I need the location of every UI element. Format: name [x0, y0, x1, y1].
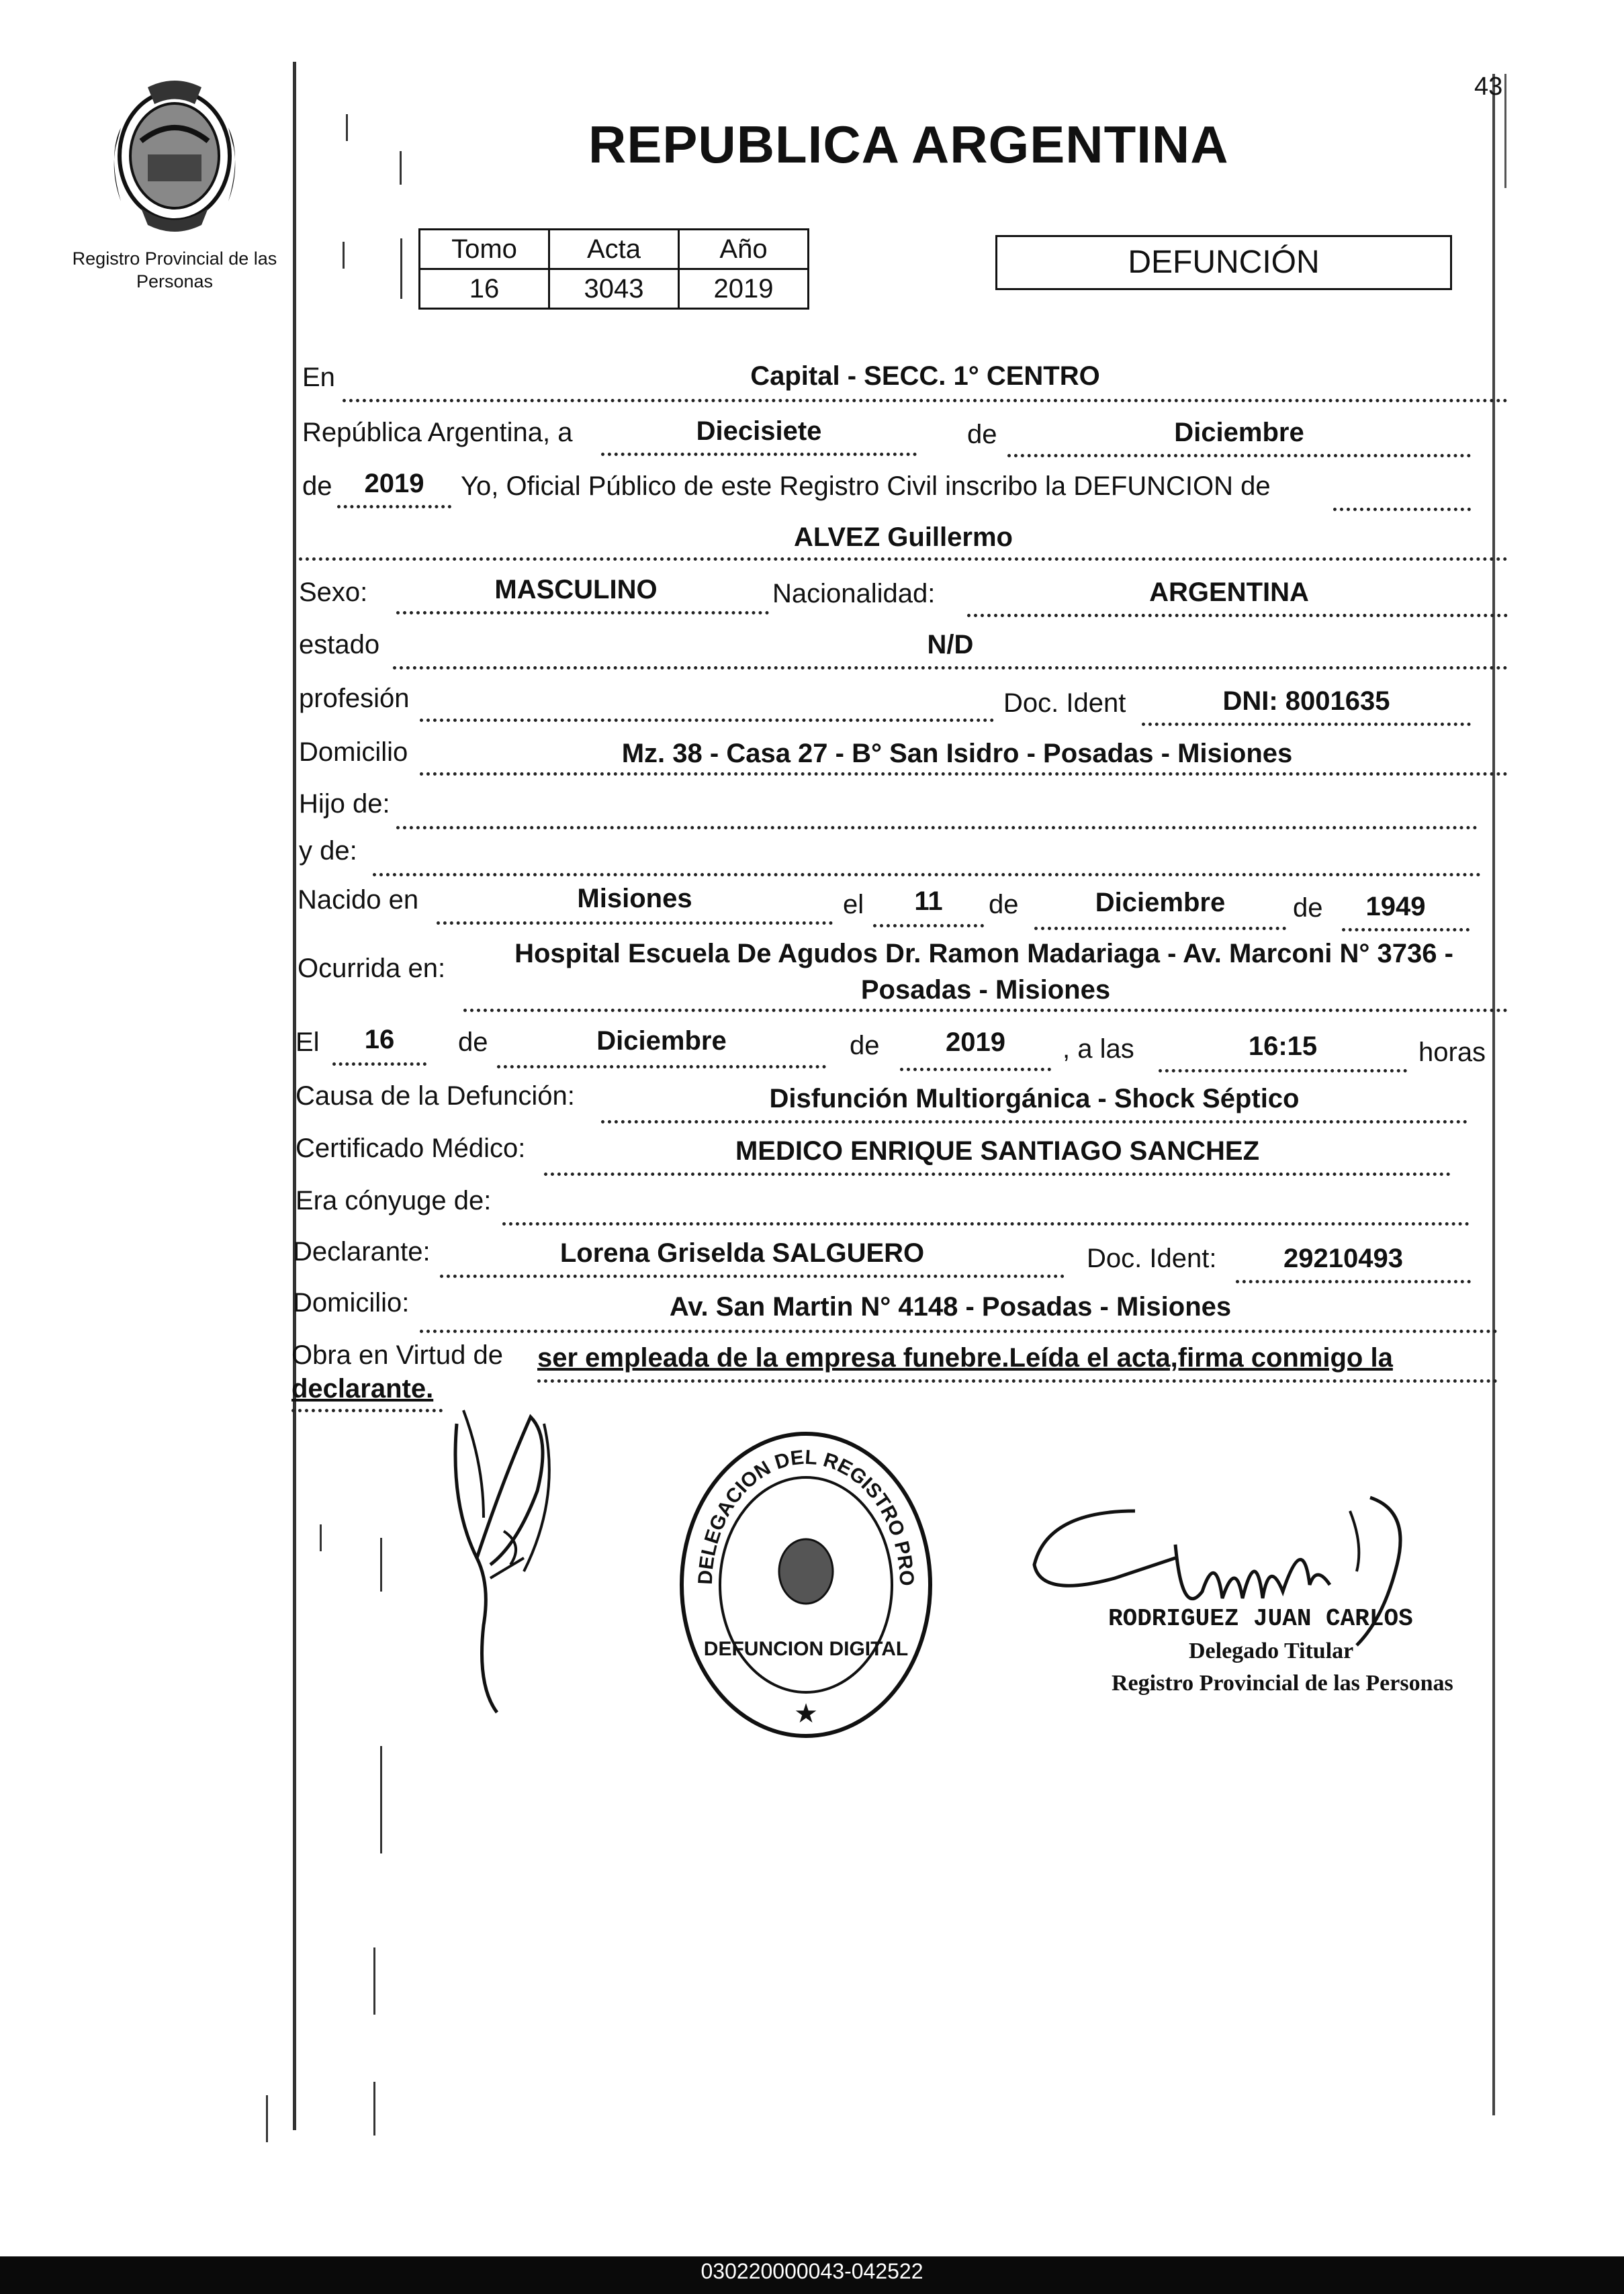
profesion-line [420, 719, 994, 722]
certificado-label: Certificado Médico: [296, 1134, 526, 1163]
nacionalidad-label: Nacionalidad: [772, 579, 936, 608]
causa-line [601, 1120, 1468, 1123]
death-year-line [900, 1068, 1051, 1071]
scan-mark [346, 114, 348, 141]
domicilio-line [420, 772, 1508, 776]
obra-label: Obra en Virtud de [291, 1340, 504, 1370]
birth-year-line [1342, 928, 1470, 931]
ocurrida-label: Ocurrida en: [298, 954, 446, 983]
el-label: el [843, 890, 864, 919]
el-label: El [296, 1027, 320, 1057]
svg-text:★: ★ [794, 1698, 818, 1729]
scan-mark [320, 1524, 322, 1551]
table-header-acta: Acta [549, 230, 679, 269]
conyuge-label: Era cónyuge de: [296, 1186, 492, 1215]
birth-day-line [873, 924, 984, 927]
document-type-box: DEFUNCIÓN [995, 235, 1452, 290]
hijo-line [396, 826, 1478, 829]
de-label: de [850, 1031, 880, 1060]
official-signature [1021, 1484, 1437, 1659]
de-label: de [967, 420, 997, 449]
conyuge-line [502, 1222, 1470, 1226]
death-day-value: 16 [364, 1025, 395, 1054]
nacionalidad-value: ARGENTINA [1149, 578, 1309, 607]
ocurrida-line [463, 1009, 1508, 1012]
death-time-value: 16:15 [1248, 1031, 1318, 1061]
table-value-tomo: 16 [420, 269, 549, 309]
decl-doc-value: 29210493 [1283, 1244, 1403, 1273]
scan-mark [373, 2082, 375, 2136]
death-month-line [497, 1065, 826, 1068]
a-las-label: , a las [1063, 1034, 1134, 1064]
deceased-name: ALVEZ Guillermo [794, 522, 1013, 552]
decl-doc-line [1236, 1280, 1471, 1283]
stamp-outer-text: DELEGACION DEL REGISTRO PRO [694, 1446, 918, 1587]
death-month-value: Diciembre [596, 1026, 727, 1056]
en-line [343, 399, 1508, 402]
table-value-acta: 3043 [549, 269, 679, 309]
decl-domicilio-value: Av. San Martin N° 4148 - Posadas - Misiones [669, 1292, 1232, 1322]
sexo-line [396, 611, 769, 614]
estado-label: estado [299, 630, 380, 659]
de-label: de [302, 471, 332, 501]
causa-label: Causa de la Defunción: [296, 1081, 575, 1111]
death-year-value: 2019 [946, 1027, 1005, 1057]
doc-ident-value: DNI: 8001635 [1222, 686, 1390, 716]
sexo-value: MASCULINO [494, 575, 658, 604]
ocurrida-line1: Hospital Escuela De Agudos Dr. Ramon Madariaga - Av. Marconi N° 3736 - [514, 939, 1453, 968]
de-label: de [1293, 893, 1323, 923]
month-line [1007, 454, 1471, 457]
scan-mark [266, 2095, 268, 2142]
certificado-value: MEDICO ENRIQUE SANTIAGO SANCHEZ [735, 1136, 1260, 1166]
declarante-value: Lorena Griselda SALGUERO [559, 1238, 925, 1268]
profesion-label: profesión [299, 684, 410, 713]
decl-domicilio-line [420, 1330, 1498, 1333]
y-de-label: y de: [299, 836, 357, 866]
scan-mark [380, 1538, 382, 1592]
declarant-signature [443, 1397, 578, 1733]
ocurrida-line2: Posadas - Misiones [860, 975, 1111, 1005]
birth-day-value: 11 [914, 886, 943, 916]
nacido-label: Nacido en [298, 885, 419, 915]
obra-value-line1: ser empleada de la empresa funebre.Leída el acta,firma conmigo la [537, 1343, 1393, 1373]
decl-doc-label: Doc. Ident: [1087, 1244, 1217, 1273]
declarante-label: Declarante: [293, 1237, 431, 1267]
official-registry: Registro Provincial de las Personas [1112, 1671, 1453, 1696]
decl-domicilio-label: Domicilio: [293, 1288, 410, 1318]
de-label: de [989, 890, 1019, 919]
official-role: Delegado Titular [1189, 1639, 1354, 1663]
scan-mark [380, 1746, 382, 1853]
right-border-line-top [1504, 74, 1506, 188]
horas-label: horas [1418, 1038, 1486, 1067]
scan-mark [400, 238, 402, 299]
causa-value: Disfunción Multiorgánica - Shock Séptico [769, 1084, 1300, 1113]
scan-mark [343, 242, 345, 269]
registry-label: Registro Provincial de las Personas [72, 248, 277, 291]
page-number: 43 [1474, 73, 1503, 101]
doc-ident-line [1142, 723, 1471, 726]
scan-mark [400, 151, 402, 185]
doc-ident-label: Doc. Ident [1003, 688, 1126, 718]
republica-label: República Argentina, a [302, 418, 573, 447]
page-title: REPUBLICA ARGENTINA [588, 115, 1229, 174]
official-name: RODRIGUEZ JUAN CARLOS [1108, 1605, 1413, 1633]
table-header-tomo: Tomo [420, 230, 549, 269]
official-stamp [672, 1427, 940, 1743]
deceased-name-line [299, 557, 1508, 561]
table-header-anio: Año [679, 230, 809, 269]
year-value: 2019 [364, 469, 424, 498]
year-line [337, 505, 451, 508]
domicilio-label: Domicilio [299, 737, 408, 767]
obra-value-line2: declarante. [291, 1374, 434, 1404]
estado-line [393, 666, 1508, 670]
declarante-line [440, 1275, 1065, 1278]
obra-line [537, 1379, 1498, 1383]
misiones-seal-logo [101, 74, 249, 235]
death-day-line [332, 1062, 426, 1066]
day-line [601, 453, 917, 456]
inscribo-text: Yo, Oficial Público de este Registro Civil inscribo la DEFUNCION de [461, 471, 1271, 501]
scan-mark [373, 1947, 375, 2015]
estado-value: N/D [927, 630, 974, 659]
nacido-line [437, 921, 833, 925]
domicilio-value: Mz. 38 - Casa 27 - B° San Isidro - Posadas - Misiones [621, 739, 1293, 768]
inscribo-line [1333, 508, 1471, 511]
sexo-label: Sexo: [299, 578, 368, 607]
acta-table [418, 228, 809, 310]
hijo-label: Hijo de: [299, 789, 390, 819]
en-value: Capital - SECC. 1° CENTRO [750, 361, 1100, 391]
certificado-line [544, 1173, 1451, 1176]
footer-code: 030220000043-042522 [701, 2259, 923, 2283]
stamp-inner-text: DEFUNCION DIGITAL [703, 1638, 909, 1660]
nacionalidad-line [967, 614, 1508, 617]
month-value: Diciembre [1174, 418, 1304, 447]
en-label: En [302, 363, 335, 392]
birth-year-value: 1949 [1365, 892, 1426, 921]
table-value-anio: 2019 [679, 269, 809, 309]
birth-month-value: Diciembre [1095, 888, 1226, 917]
day-words-value: Diecisiete [696, 416, 822, 446]
obra-line-2 [291, 1409, 443, 1412]
de-label: de [458, 1027, 488, 1057]
y-de-line [373, 873, 1481, 876]
nacido-value: Misiones [577, 884, 692, 913]
death-time-line [1159, 1069, 1407, 1072]
birth-month-line [1034, 927, 1286, 930]
